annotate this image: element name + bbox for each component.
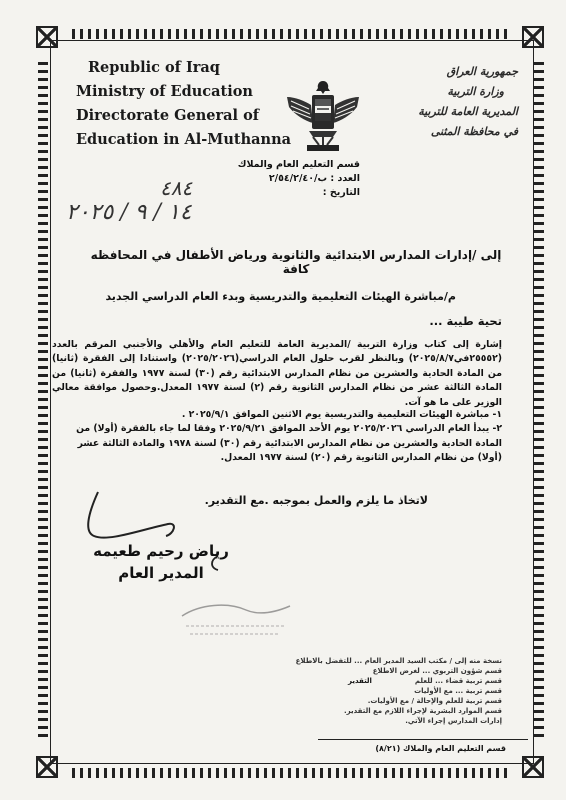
copy-line: نسخة منه إلى / مكتب السيد المدير العام ... للتفضل بالاطلاع (295, 657, 502, 665)
letterhead-en-ministry: Ministry of Education (76, 83, 253, 100)
reference-number: العدد : ب/٢/٥٤/٢/٤٠ (268, 173, 360, 184)
copy-line: قسم الموارد البشرية لإجراء اللازم مع التقدير. (343, 707, 502, 715)
footer-divider (318, 739, 528, 740)
letterhead-en-country: Republic of Iraq (88, 59, 220, 76)
iraq-eagle-emblem (283, 75, 363, 153)
letterhead-english (76, 56, 292, 152)
border-bottom-ornament (72, 768, 512, 778)
subject-line: م/مباشرة الهيئات التعليمية والتدريسية وبدء العام الدراسي الجديد (105, 290, 456, 303)
letterhead-ar-province: في محافظة المثنى (430, 125, 518, 138)
corner-ornament-br (522, 756, 544, 778)
copy-line: قسم تربية قضاء ... للعلم (414, 677, 502, 685)
border-top-ornament (72, 29, 512, 39)
handwritten-date: ١٤ / ٩ / ٢٠٢٥ (66, 200, 192, 225)
copy-line: قسم تربية ... مع الأوليات (414, 687, 502, 695)
border-right-ornament (534, 62, 544, 742)
greeting-line: تحية طيبة ... (429, 314, 502, 328)
reference-block (200, 158, 360, 200)
letterhead-en-province: Education in Al-Muthanna (76, 131, 292, 148)
reference-date-label: التاريخ : (322, 187, 360, 198)
signatory-title: المدير العام (118, 564, 204, 582)
copy-line: إدارات المدارس إجراء الآتي. (405, 717, 502, 725)
copies-tail-word: التقدير (348, 677, 372, 685)
letterhead-ar-country: جمهورية العراق (446, 65, 518, 78)
letterhead-en-directorate: Directorate General of (76, 107, 260, 124)
letterhead-arabic (388, 62, 518, 142)
border-left-ornament (38, 62, 48, 742)
directive-item: ١- مباشرة الهيئات التعليمية والتدريسية يوم الاثنين الموافق ٢٠٢٥/٩/١ . (181, 409, 502, 420)
closing-line: لاتخاذ ما يلزم والعمل بموجبه .مع التقدير. (204, 494, 428, 507)
copies-list (242, 656, 502, 726)
handwritten-number: ٤٨٤ (160, 176, 193, 200)
copy-line: قسم شؤون التربوي ... لغرض الاطلاع (372, 667, 502, 675)
corner-ornament-bl (36, 756, 58, 778)
signatory-name: رياض رحيم طعيمه (93, 542, 229, 560)
copy-line: قسم تربية للعلم والإحالة / مع الأوليات. (367, 697, 502, 705)
corner-ornament-tr (522, 26, 544, 48)
signatory-block (86, 540, 236, 584)
letterhead-ar-directorate: المديرية العامة للتربية (418, 105, 518, 118)
faded-stamp (176, 596, 296, 644)
letterhead-ar-ministry: وزارة التربية (447, 85, 504, 98)
footer-reference: قسم التعليم العام والملاك (٨/٢١) (375, 744, 506, 753)
directive-item: ٢- يبدأ العام الدراسي ٢٠٢٥/٢٠٢٦ يوم الأحد الموافق ٢٠٢٥/٩/٢١ وفقا لما جاء بالفقرة (أولا) من المادة الحادية والعشرين من نظام المدارس الابتدائية رقم (٣٠) لسنة ١٩٧٨ والمادة الثالثة عشر (أولا) من نظام المدارس الثانوية رقم (٢٠) لسنة ١٩٧٧ المعدل. (76, 423, 502, 464)
body-paragraph: إشارة إلى كتاب وزارة التربية /المديرية العامة للتعليم العام والأهلي والأجنبي المرقم بالعدد (٢٥٥٥٢في٢٠٢٥/٨/٧) وبالنظر لقرب حلول العام الدراسي(٢٠٢٥/٢٠٢٦) واستنادا إلى الفقرة (ثانيا) من المادة الحادية والعشرين من نظام المدارس الابتدائية رقم (٣٠) لسنة ١٩٧٧ والفقرة (ثانيا) من المادة الثالثة عشر من نظام المدارس الثانوية رقم (٢) لسنة ١٩٧٧ المعدل.وحصول موافقة معالي الوزير على ما هو آت. (52, 339, 503, 408)
section-name: قسم التعليم العام والملاك (237, 159, 360, 170)
directive-list (52, 408, 502, 466)
corner-ornament-tl (36, 26, 58, 48)
recipient-line: إلى /إدارات المدارس الابتدائية والثانوية ورياض الأطفال في المحافظه كافة (90, 248, 502, 276)
